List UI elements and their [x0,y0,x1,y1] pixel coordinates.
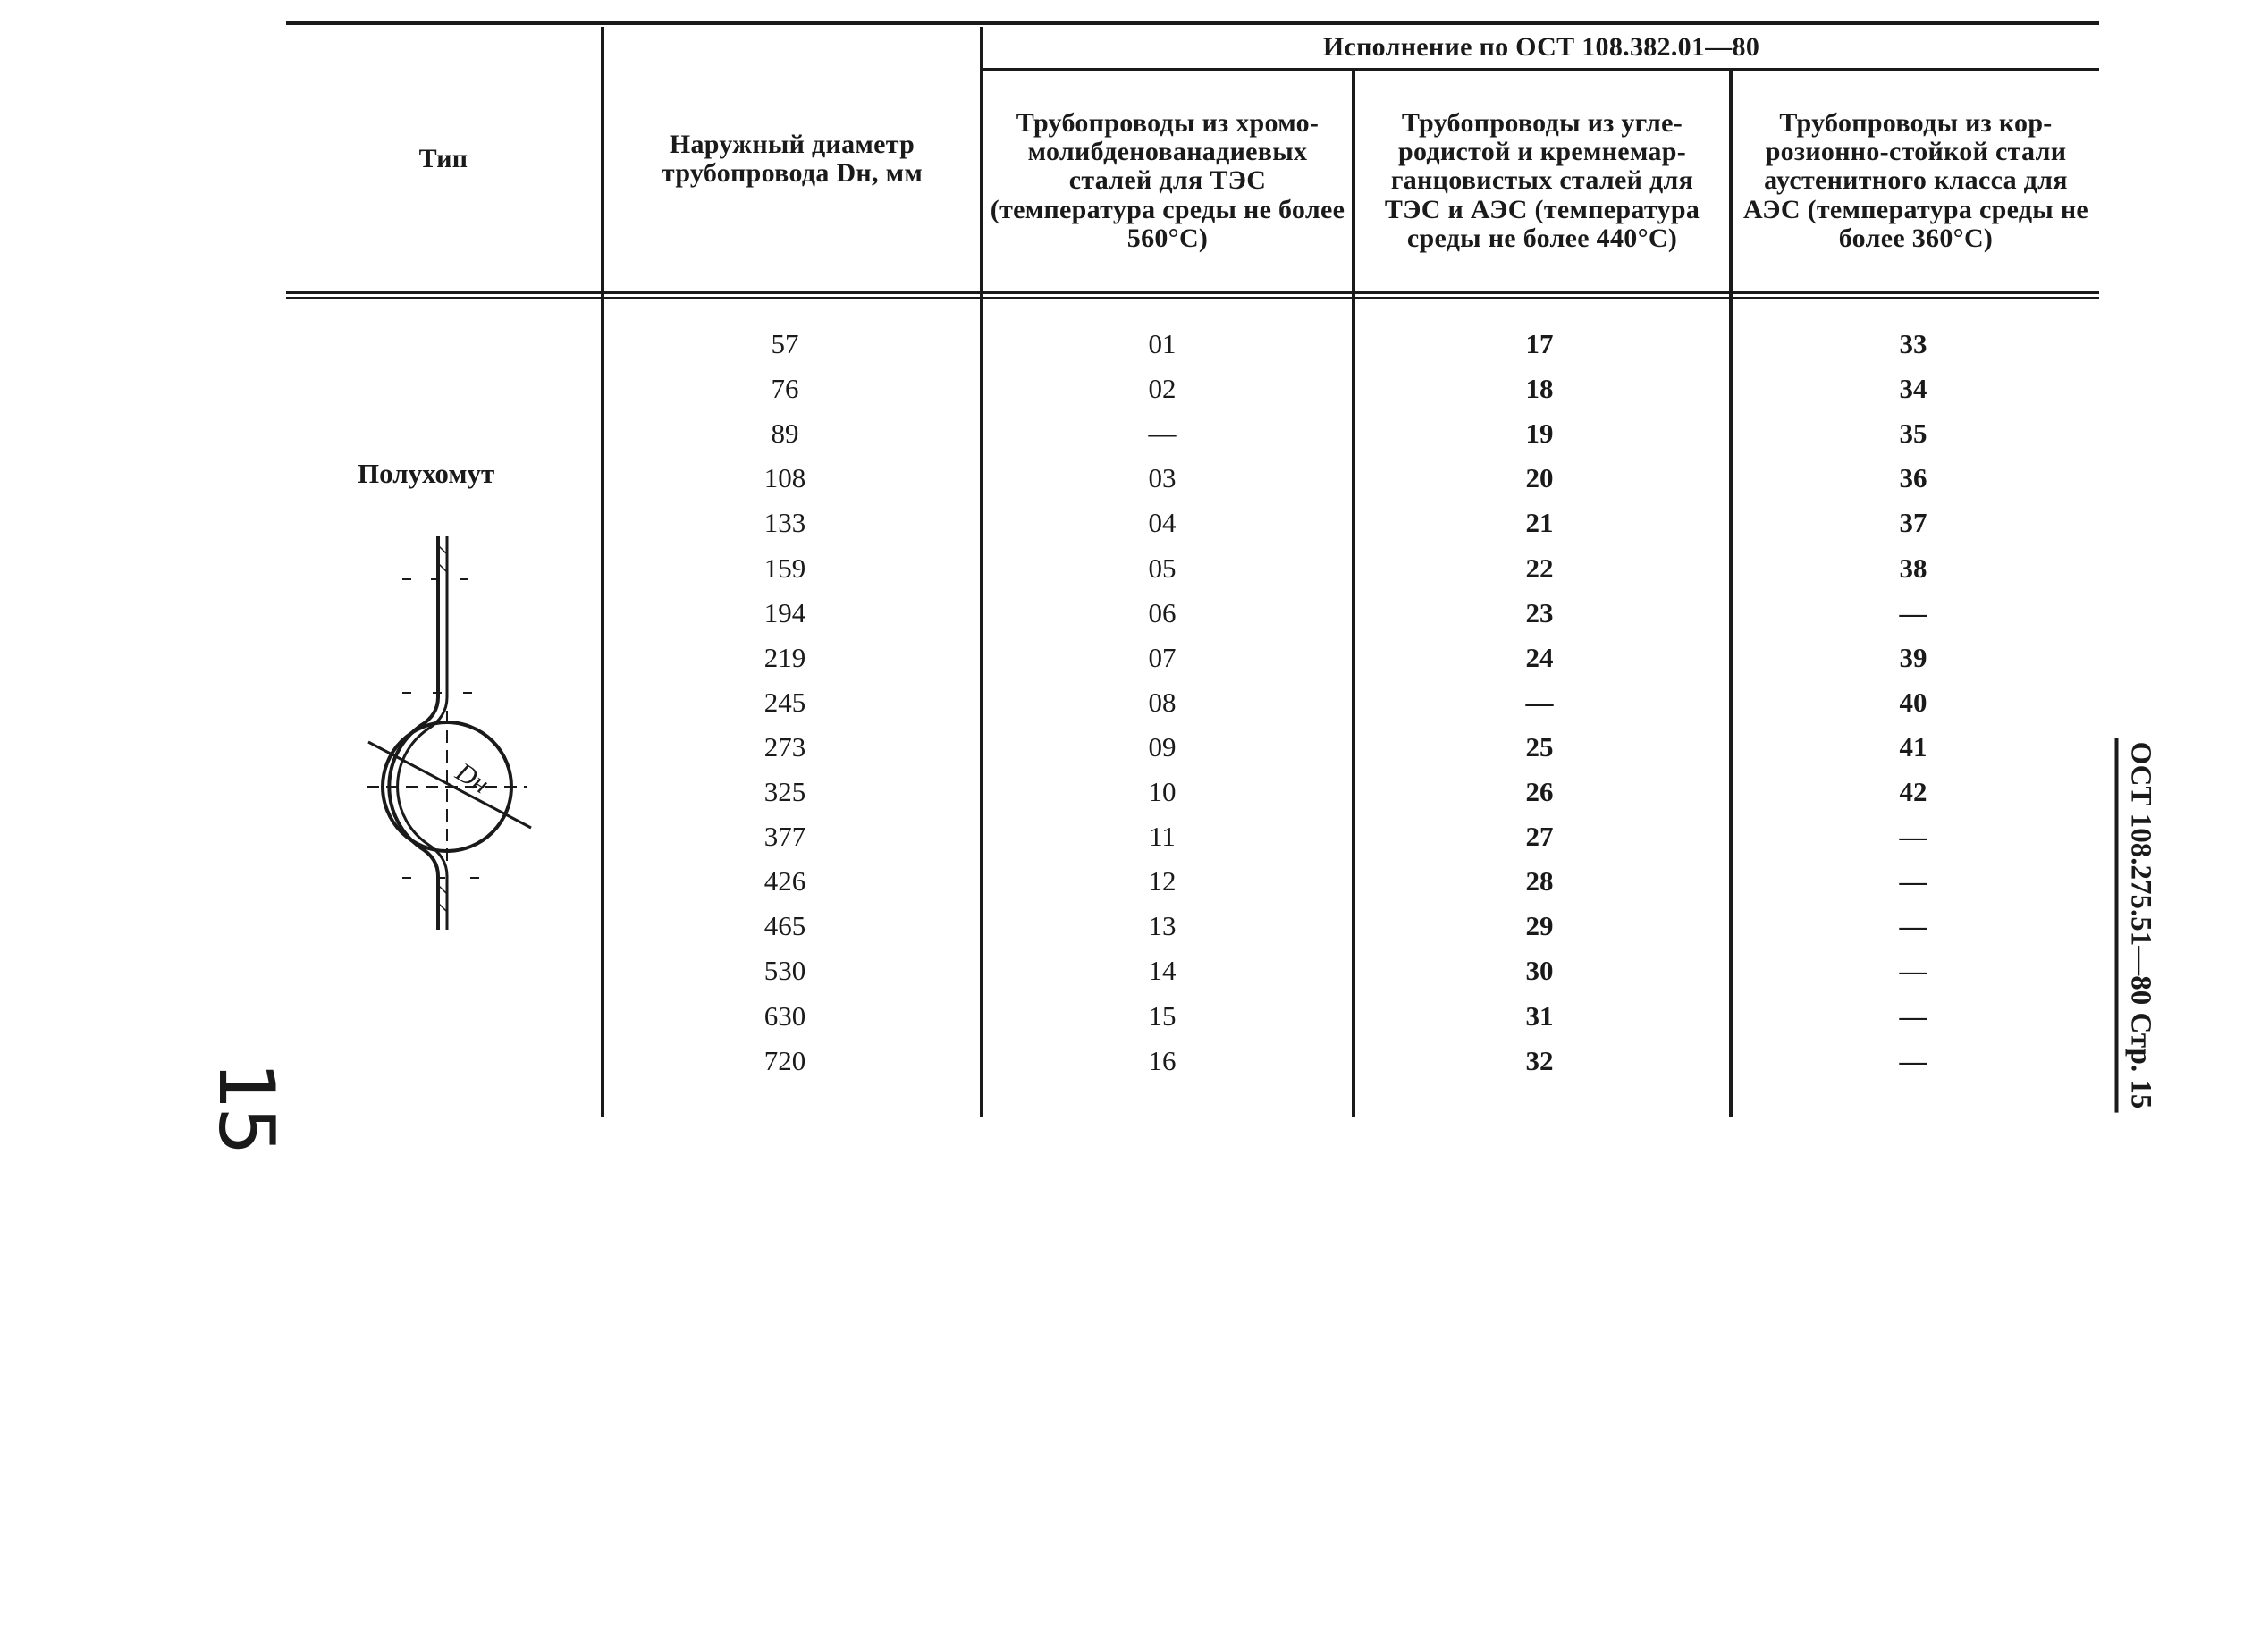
stainless-steel-cell: — [1899,1044,1927,1076]
stainless-steel-cell: — [1899,865,1927,898]
header-carbon-steel: Трубопроводы из угле-родистой и кремнемар-ганцовистых сталей для ТЭС и АЭС (температура среды не более 440°С) [1384,107,1700,254]
stainless-steel-cell: 42 [1899,776,1927,807]
chrome-steel-cell: 02 [1148,373,1177,405]
stainless-steel-cell: — [1899,999,1927,1032]
outer-diameter-cell: 273 [763,730,806,763]
outer-diameter-cell: 630 [763,999,806,1032]
chrome-steel-cell: 05 [1148,552,1177,584]
chrome-steel-cell: 15 [1148,999,1177,1032]
carbon-steel-cell: 24 [1525,641,1554,673]
carbon-steel-cell: 19 [1525,417,1554,450]
stainless-steel-cell: 34 [1899,373,1927,405]
outer-diameter-cell: 245 [763,686,806,718]
type-name: Полухомут [358,458,495,489]
outer-diameter-cell: 465 [763,910,806,942]
header-outer-diameter: Наружный диаметр трубопровода Dн, мм [661,129,924,188]
carbon-steel-cell: 22 [1525,552,1554,584]
carbon-steel-cell: 28 [1525,865,1554,898]
carbon-steel-cell: 29 [1525,910,1554,942]
stainless-steel-cell: 40 [1899,686,1927,718]
stainless-steel-cell: 33 [1899,328,1927,359]
chrome-steel-cell: 16 [1148,1044,1177,1076]
outer-diameter-cell: 325 [763,776,806,807]
chrome-steel-cell: 12 [1148,865,1177,898]
outer-diameter-cell: 530 [763,955,806,987]
carbon-steel-cell: 30 [1525,955,1554,987]
chrome-steel-cell: 09 [1148,730,1177,763]
carbon-steel-cell: 25 [1525,730,1554,763]
carbon-steel-cell: 32 [1525,1044,1554,1076]
document-side-stamp: ОСТ 108.275.51—80 Стр. 15 [2115,738,2157,1113]
chrome-steel-cell: 10 [1148,776,1177,807]
chrome-steel-cell: 01 [1148,328,1177,359]
stainless-steel-cell: — [1899,596,1927,628]
stainless-steel-cell: — [1899,955,1927,987]
header-type: Тип [418,143,468,173]
carbon-steel-cell: 23 [1525,596,1554,628]
carbon-steel-cell: 17 [1525,328,1554,359]
chrome-steel-cell: 08 [1148,686,1177,718]
outer-diameter-cell: 159 [763,552,806,584]
header-execution-group: Исполнение по ОСТ 108.382.01—80 [1322,31,1760,62]
stainless-steel-cell: 39 [1899,641,1927,673]
header-stainless-steel: Трубопроводы из кор-розионно-стойкой стали аустенитного класса для АЭС (температура среды не более 360°С) [1742,107,2089,254]
stainless-steel-cell: 36 [1899,462,1927,494]
outer-diameter-cell: 219 [763,641,806,673]
chrome-steel-cell: 14 [1148,955,1177,987]
outer-diameter-cell: 89 [771,417,799,450]
stainless-steel-cell: 37 [1899,507,1927,539]
diameter-line [368,742,531,828]
diameter-label: Dн [450,756,494,800]
outer-diameter-cell: 194 [763,596,806,628]
outer-diameter-cell: 426 [763,865,806,898]
table-top-rule [286,21,2099,25]
chrome-steel-cell: 11 [1149,821,1176,853]
outer-diameter-cell: 377 [763,821,806,853]
stainless-steel-cell: — [1899,910,1927,942]
handwritten-page-number: 15 [201,1061,291,1152]
chrome-steel-cell: 06 [1148,596,1177,628]
stainless-steel-cell: — [1899,821,1927,853]
outer-diameter-cell: 133 [763,507,806,539]
carbon-steel-cell: 26 [1525,776,1554,807]
stainless-steel-cell: 35 [1899,417,1927,450]
chrome-steel-cell: — [1148,417,1177,450]
header-chrome-molybdenum-steel: Трубопроводы из хромо-молибденованадиевых сталей для ТЭС (температура среды не более 560°С) [990,107,1345,254]
outer-diameter-cell: 57 [771,328,799,359]
chrome-steel-cell: 03 [1148,462,1177,494]
carbon-steel-cell: 21 [1525,507,1554,539]
header-bottom-rule [286,291,2099,294]
stainless-steel-cell: 38 [1899,552,1927,584]
carbon-steel-cell: 20 [1525,462,1554,494]
carbon-steel-cell: — [1525,686,1554,718]
chrome-steel-cell: 04 [1148,507,1177,539]
stainless-steel-cell: 41 [1899,730,1927,763]
chrome-steel-cell: 07 [1148,641,1177,673]
clamp-strap [389,536,438,930]
outer-diameter-cell: 76 [771,373,799,405]
header-bottom-rule-2 [286,297,2099,299]
outer-diameter-cell: 720 [763,1044,806,1076]
carbon-steel-cell: 31 [1525,999,1554,1032]
carbon-steel-cell: 27 [1525,821,1554,853]
chrome-steel-cell: 13 [1148,910,1177,942]
carbon-steel-cell: 18 [1525,373,1554,405]
half-clamp-drawing [349,527,554,948]
outer-diameter-cell: 108 [763,462,806,494]
